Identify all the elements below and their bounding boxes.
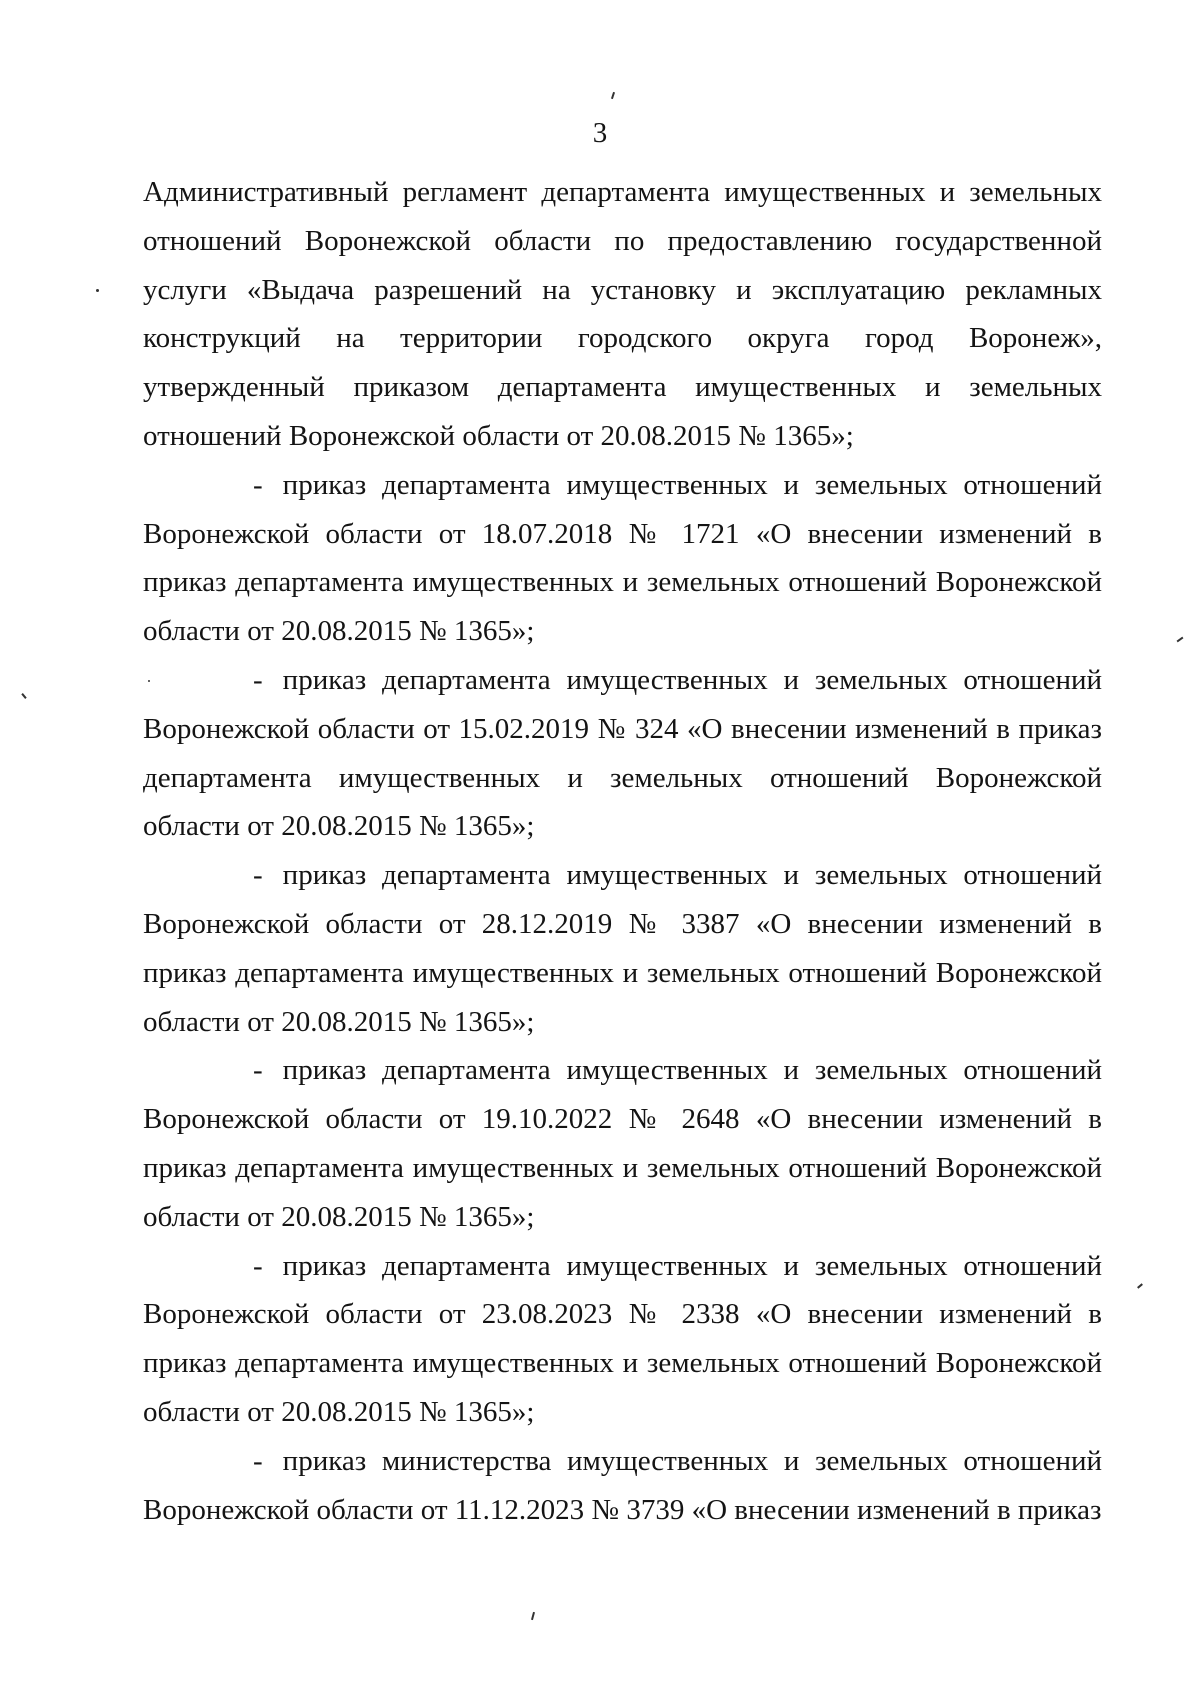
bullet-dash: - <box>253 663 263 696</box>
scan-speck <box>21 693 26 699</box>
scan-speck <box>611 92 615 99</box>
list-item-text: приказ департамента имущественных и земельных отношений Воронежской области от 15.02.2019 № 324 «О внесении изменений в приказ департамента имущественных и земельных отношений Воронежской области от 20.08.2015 № 1365»; <box>143 663 1102 843</box>
list-item <box>143 851 1102 1046</box>
list-item <box>143 656 1102 851</box>
list-item-text: приказ министерства имущественных и земельных отношений Воронежской области от 11.12.2023 № 3739 «О внесении изменений в приказ <box>143 1444 1102 1526</box>
list-item-text: приказ департамента имущественных и земельных отношений Воронежской области от 18.07.2018 № 1721 «О внесении изменений в приказ департамента имущественных и земельных отношений Воронежской области от 20.08.2015 № 1365»; <box>143 468 1102 648</box>
intro-paragraph: Административный регламент департамента имущественных и земельных отношений Воронежской области по предоставлению государственной услуги «Выдача разрешений на установку и эксплуатацию рекламных конструкций на территории городского округа город Воронеж», утвержденный приказом департамента имущественных и земельных отношений Воронежской области от 20.08.2015 № 1365»; <box>143 176 1102 452</box>
bullet-dash: - <box>253 1054 263 1087</box>
page-number: 3 <box>592 117 608 149</box>
scan-speck <box>531 1612 535 1620</box>
scan-speck <box>1137 1283 1143 1288</box>
scan-speck <box>1177 637 1184 643</box>
bullet-dash: - <box>253 1249 263 1282</box>
list-item-text: приказ департамента имущественных и земельных отношений Воронежской области от 28.12.2019 № 3387 «О внесении изменений в приказ департамента имущественных и земельных отношений Воронежской области от 20.08.2015 № 1365»; <box>143 859 1102 1038</box>
scan-speck <box>96 289 99 292</box>
scan-speck <box>148 680 150 682</box>
bullet-dash: - <box>253 468 263 501</box>
list-item <box>143 1046 1102 1241</box>
bullet-dash: - <box>253 859 263 892</box>
list-item <box>143 1242 1102 1437</box>
list-item-text: приказ департамента имущественных и земельных отношений Воронежской области от 19.10.2022 № 2648 «О внесении изменений в приказ департамента имущественных и земельных отношений Воронежской области от 20.08.2015 № 1365»; <box>143 1054 1102 1233</box>
bullet-dash: - <box>253 1444 263 1477</box>
document-body <box>143 168 1102 1534</box>
list-item <box>143 461 1102 656</box>
list-item-text: приказ департамента имущественных и земельных отношений Воронежской области от 23.08.2023 № 2338 «О внесении изменений в приказ департамента имущественных и земельных отношений Воронежской области от 20.08.2015 № 1365»; <box>143 1249 1102 1428</box>
list-item <box>143 1437 1102 1535</box>
